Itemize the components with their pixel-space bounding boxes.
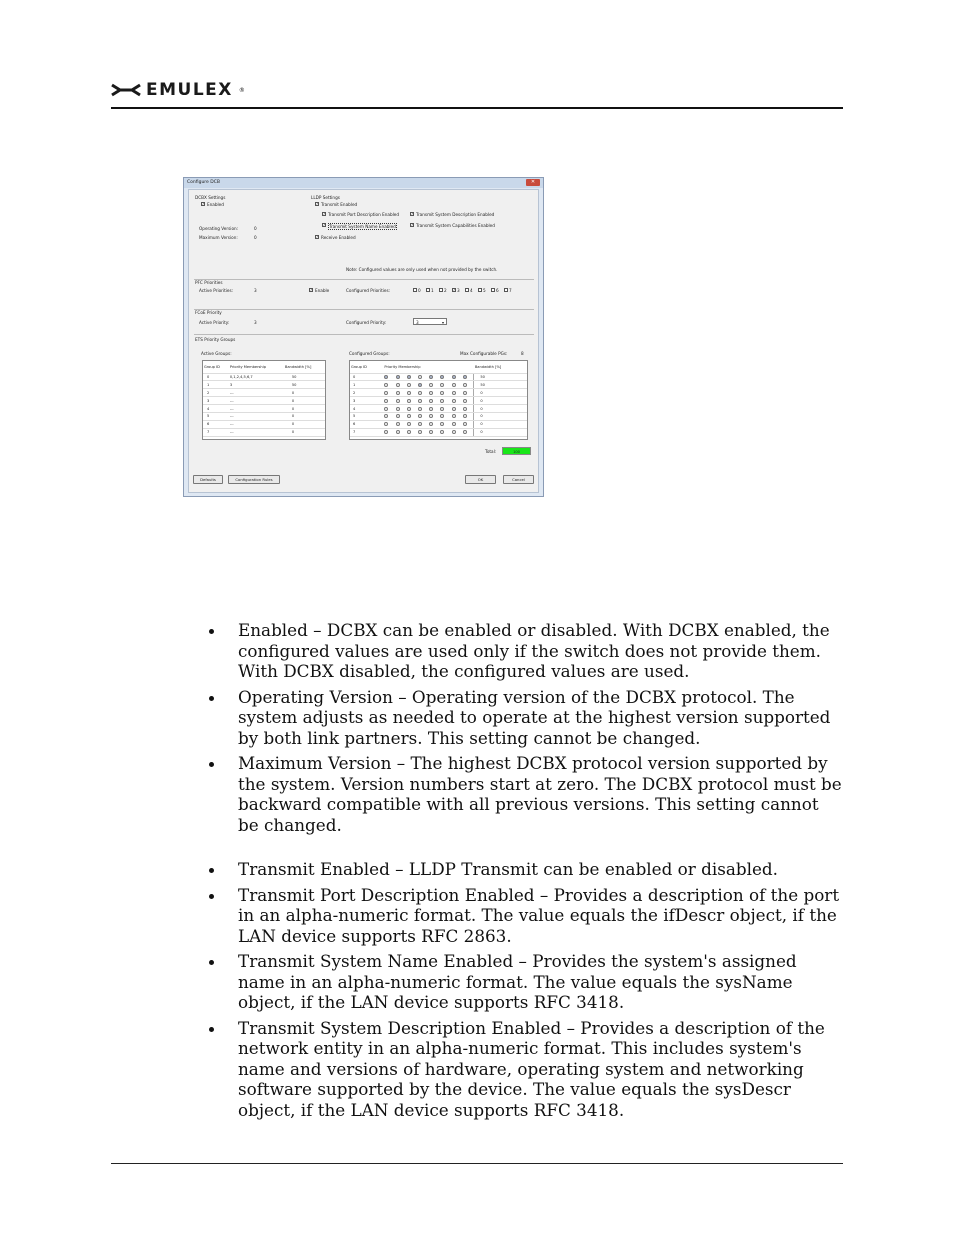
radio-cell <box>406 412 417 420</box>
radio-cell <box>417 397 428 405</box>
priority-radio[interactable] <box>452 430 456 434</box>
priority-radio[interactable] <box>396 414 400 418</box>
table-cell: 3 <box>203 397 229 405</box>
priority-checkbox-2[interactable] <box>439 288 443 292</box>
dialog-titlebar <box>184 178 543 188</box>
priority-radio[interactable] <box>440 391 444 395</box>
priority-radio[interactable] <box>396 399 400 403</box>
priority-radio[interactable] <box>407 422 411 426</box>
priority-radio[interactable] <box>452 422 456 426</box>
radio-cell <box>406 373 417 381</box>
priority-checkbox-5[interactable] <box>478 288 482 292</box>
radio-cell <box>451 412 462 420</box>
radio-cell <box>383 397 394 405</box>
priority-radio[interactable] <box>407 407 411 411</box>
ets-section-title: ETS Priority Groups <box>195 337 236 342</box>
table-cell: 0 <box>284 428 325 436</box>
radio-cell <box>383 412 394 420</box>
radio-cell <box>395 412 406 420</box>
priority-radio[interactable] <box>418 422 422 426</box>
table-cell: 3 <box>229 381 284 389</box>
table-row <box>203 381 325 389</box>
priority-radio[interactable] <box>407 375 411 379</box>
bullet-text: Maximum Version – The highest DCBX protocol version supported by the system. Version numbers start at zero. The DCBX protocol must be backward compatible with all previous versions. This setting cannot be changed. <box>238 753 842 835</box>
radio-cell <box>428 428 439 436</box>
priority-radio[interactable] <box>429 407 433 411</box>
bullet-icon <box>209 894 214 899</box>
priority-radio[interactable] <box>384 422 388 426</box>
radio-cell <box>439 405 450 413</box>
radio-cell <box>417 389 428 397</box>
priority-label: 1 <box>431 288 434 293</box>
table-cell: --- <box>229 412 284 420</box>
priority-radio[interactable] <box>396 383 400 387</box>
port-desc-label: Transmit Port Description Enabled <box>328 212 400 217</box>
table-row <box>350 381 527 389</box>
total-value: 100 <box>502 447 531 455</box>
priority-radio[interactable] <box>396 422 400 426</box>
priority-label: 3 <box>457 288 460 293</box>
priority-radio[interactable] <box>452 399 456 403</box>
table-row <box>203 389 325 397</box>
bullet-icon <box>209 960 214 965</box>
bullet-icon <box>209 629 214 634</box>
group-id-cell: 4 <box>350 405 383 413</box>
radio-cell <box>451 381 462 389</box>
header-group-id: Group ID <box>350 361 383 373</box>
table-cell: 50 <box>284 381 325 389</box>
cancel-button[interactable]: Cancel <box>503 475 534 484</box>
transmit-enabled-checkbox[interactable]: ✓ <box>316 202 319 206</box>
priority-radio[interactable] <box>452 383 456 387</box>
group-id-cell: 2 <box>350 389 383 397</box>
pfc-enable-label: Enable <box>315 288 330 293</box>
bullet-text: Transmit System Name Enabled – Provides the system's assigned name in an alpha-numeric format. The value equals the sysName object, if the LAN device supports RFC 3418. <box>238 951 797 1012</box>
priority-radio[interactable] <box>440 399 444 403</box>
dcbx-section-title: DCBX Settings <box>195 195 226 200</box>
priority-radio[interactable] <box>440 422 444 426</box>
priority-radio[interactable] <box>407 399 411 403</box>
radio-cell <box>406 420 417 428</box>
list-item <box>209 885 843 947</box>
note-text: Note: Configured values are only used when not provided by the switch. <box>346 267 498 272</box>
priority-radio[interactable] <box>463 375 467 379</box>
table-cell: 5 <box>203 412 229 420</box>
table-header-row <box>350 361 527 373</box>
priority-radio[interactable] <box>418 414 422 418</box>
table-cell: 2 <box>203 389 229 397</box>
header-rule <box>111 107 843 109</box>
radio-cell <box>428 405 439 413</box>
radio-cell <box>395 405 406 413</box>
priority-checkbox-4[interactable] <box>465 288 469 292</box>
list-item <box>209 951 843 1013</box>
table-row <box>350 405 527 413</box>
table-row <box>203 428 325 436</box>
radio-cell <box>383 420 394 428</box>
priority-radio[interactable] <box>440 430 444 434</box>
priority-radio[interactable] <box>396 430 400 434</box>
radio-cell <box>395 389 406 397</box>
radio-cell <box>462 381 474 389</box>
configured-priority-select[interactable] <box>413 318 447 325</box>
priority-checkbox-1[interactable] <box>426 288 430 292</box>
priority-radio[interactable] <box>429 399 433 403</box>
table-cell: 4 <box>203 405 229 413</box>
bandwidth-input[interactable]: 0 <box>474 389 527 397</box>
chevron-down-icon: ▾ <box>441 319 444 325</box>
table-cell: 6 <box>203 420 229 428</box>
priority-radio[interactable] <box>384 391 388 395</box>
priority-radio[interactable] <box>396 391 400 395</box>
table-cell: --- <box>229 420 284 428</box>
table-cell: 0 <box>284 389 325 397</box>
dcbx-bullet-list <box>209 620 843 840</box>
max-version-label: Maximum Version: <box>199 235 238 240</box>
ok-button[interactable]: OK <box>465 475 496 484</box>
active-groups-table <box>202 360 326 440</box>
radio-cell <box>439 381 450 389</box>
table-cell: --- <box>229 389 284 397</box>
priority-label: 2 <box>444 288 447 293</box>
dcbx-enabled-checkbox[interactable]: ✓ <box>202 202 205 206</box>
group-id-cell: 5 <box>350 412 383 420</box>
priority-radio[interactable] <box>384 430 388 434</box>
radio-cell <box>383 381 394 389</box>
radio-cell <box>428 389 439 397</box>
header-bandwidth: Bandwidth [%] <box>474 361 527 373</box>
priority-radio[interactable] <box>463 430 467 434</box>
list-item <box>209 859 843 880</box>
radio-cell <box>417 412 428 420</box>
table-cell: 0 <box>203 373 229 381</box>
dcbx-enabled-label: Enabled <box>207 202 224 207</box>
bandwidth-input[interactable]: 50 <box>474 373 527 381</box>
priority-radio[interactable] <box>452 407 456 411</box>
radio-cell <box>462 420 474 428</box>
header-priority-membership: Priority Membership <box>383 361 473 373</box>
priority-checkbox-7[interactable] <box>504 288 508 292</box>
priority-radio[interactable] <box>429 430 433 434</box>
radio-cell <box>462 412 474 420</box>
radio-cell <box>428 397 439 405</box>
bandwidth-input[interactable]: 0 <box>474 428 527 436</box>
active-priorities-label: Active Priorities: <box>199 288 234 293</box>
priority-radio[interactable] <box>418 399 422 403</box>
dialog-body <box>188 189 539 493</box>
radio-cell <box>383 373 394 381</box>
receive-enabled-label: Receive Enabled <box>321 235 356 240</box>
transmit-enabled-label: Transmit Enabled <box>321 202 358 207</box>
priority-radio[interactable] <box>407 391 411 395</box>
radio-cell <box>439 420 450 428</box>
configured-groups-label: Configured Groups: <box>349 351 390 356</box>
priority-radio[interactable] <box>407 430 411 434</box>
sys-desc-label: Transmit System Description Enabled <box>416 212 495 217</box>
fcoe-active-label: Active Priority: <box>199 320 230 325</box>
radio-cell <box>395 420 406 428</box>
radio-cell <box>462 373 474 381</box>
priority-radio[interactable] <box>463 414 467 418</box>
table-cell: 0 <box>284 405 325 413</box>
priority-radio[interactable] <box>429 422 433 426</box>
table-row <box>203 373 325 381</box>
bandwidth-input[interactable]: 0 <box>474 397 527 405</box>
bandwidth-input[interactable]: 0 <box>474 420 527 428</box>
radio-cell <box>406 397 417 405</box>
table-cell: 50 <box>284 373 325 381</box>
header-priority-membership: Priority Membership <box>229 361 284 373</box>
radio-cell <box>395 373 406 381</box>
trademark: ® <box>238 86 245 94</box>
priority-radio[interactable] <box>463 407 467 411</box>
sys-desc-checkbox[interactable]: ✓ <box>411 212 414 216</box>
radio-cell <box>451 405 462 413</box>
table-row <box>203 405 325 413</box>
fcoe-divider <box>194 309 534 310</box>
sys-name-label: Transmit System Name Enabled <box>329 224 396 229</box>
max-pgs-label: Max Configurable PGs: <box>460 351 508 356</box>
table-cell: 0 <box>284 412 325 420</box>
table-row <box>203 412 325 420</box>
bandwidth-input[interactable]: 0 <box>474 412 527 420</box>
radio-cell <box>439 389 450 397</box>
fcoe-configured-label: Configured Priority: <box>346 320 387 325</box>
emulex-logo-icon <box>111 83 141 97</box>
dialog-title: Configure DCB <box>187 180 220 185</box>
defaults-button[interactable]: Defaults <box>193 475 223 484</box>
table-cell: --- <box>229 397 284 405</box>
radio-cell <box>439 397 450 405</box>
close-icon[interactable]: ✕ <box>526 179 540 186</box>
radio-cell <box>383 389 394 397</box>
radio-cell <box>462 389 474 397</box>
table-cell: 1 <box>203 381 229 389</box>
priority-radio[interactable] <box>384 399 388 403</box>
priority-radio[interactable] <box>440 414 444 418</box>
priority-radio[interactable] <box>418 407 422 411</box>
table-cell: 0 <box>284 397 325 405</box>
priority-radio[interactable] <box>463 383 467 387</box>
configured-groups-table <box>349 360 528 440</box>
lldp-section-title: LLDP Settings <box>311 195 340 200</box>
receive-enabled-checkbox[interactable]: ✓ <box>316 235 319 239</box>
table-row <box>203 397 325 405</box>
table-cell: --- <box>229 428 284 436</box>
priority-radio[interactable] <box>429 375 433 379</box>
active-priorities-value: 3 <box>254 288 257 293</box>
footer-rule <box>111 1163 843 1164</box>
table-row <box>350 420 527 428</box>
radio-cell <box>428 373 439 381</box>
radio-cell <box>439 428 450 436</box>
priority-radio[interactable] <box>440 383 444 387</box>
priority-radio[interactable] <box>384 383 388 387</box>
priority-radio[interactable] <box>440 407 444 411</box>
bullet-icon <box>209 696 214 701</box>
table-row <box>350 428 527 436</box>
radio-cell <box>383 405 394 413</box>
priority-radio[interactable] <box>429 391 433 395</box>
table-cell: 0,1,2,4,5,6,7 <box>229 373 284 381</box>
bullet-icon <box>209 1027 214 1032</box>
bullet-text: Operating Version – Operating version of the DCBX protocol. The system adjusts as needed to operate at the highest version supported by both link partners. This setting cannot be changed. <box>238 686 831 748</box>
bandwidth-input[interactable]: 50 <box>474 381 527 389</box>
priority-radio[interactable] <box>396 375 400 379</box>
radio-cell <box>406 428 417 436</box>
port-desc-checkbox[interactable]: ✓ <box>323 212 326 216</box>
priority-radio[interactable] <box>463 399 467 403</box>
priority-label: 6 <box>496 288 499 293</box>
pfc-section-title: PFC Priorities <box>195 280 223 285</box>
radio-cell <box>451 397 462 405</box>
priority-radio[interactable] <box>418 383 422 387</box>
table-cell: 0 <box>284 420 325 428</box>
max-version-value: 0 <box>254 235 257 240</box>
configured-priority-value: 3 <box>416 320 419 325</box>
radio-cell <box>451 420 462 428</box>
table-row <box>350 373 527 381</box>
radio-cell <box>462 397 474 405</box>
sys-caps-label: Transmit System Capabilities Enabled <box>416 223 495 228</box>
radio-cell <box>439 412 450 420</box>
radio-cell <box>462 405 474 413</box>
radio-cell <box>383 428 394 436</box>
table-header-row <box>203 361 325 373</box>
list-item <box>209 753 843 835</box>
radio-cell <box>406 381 417 389</box>
priority-radio[interactable] <box>429 414 433 418</box>
priority-label: 0 <box>418 288 421 293</box>
radio-cell <box>428 420 439 428</box>
radio-cell <box>417 428 428 436</box>
table-row <box>350 397 527 405</box>
op-version-label: Operating Version: <box>199 226 239 231</box>
radio-cell <box>417 405 428 413</box>
radio-cell <box>462 428 474 436</box>
group-id-cell: 0 <box>350 373 383 381</box>
radio-cell <box>451 373 462 381</box>
priority-label: 5 <box>483 288 486 293</box>
emulex-logo <box>111 80 245 100</box>
header-group-id: Group ID <box>203 361 229 373</box>
radio-cell <box>417 373 428 381</box>
priority-radio[interactable] <box>384 407 388 411</box>
list-item <box>209 1018 843 1121</box>
radio-cell <box>395 428 406 436</box>
table-row <box>203 420 325 428</box>
priority-radio[interactable] <box>407 414 411 418</box>
radio-cell <box>395 381 406 389</box>
fcoe-section-title: FCoE Priority <box>195 310 222 315</box>
priority-label: 4 <box>470 288 473 293</box>
group-id-cell: 3 <box>350 397 383 405</box>
radio-cell <box>406 389 417 397</box>
list-item <box>209 620 843 682</box>
bullet-text: Transmit System Description Enabled – Provides a description of the network entity in an alpha-numeric format. This includes system's name and versions of hardware, operating system and networking software supported by the device. The value equals the sysDescr object, if the LAN device supports RFC 3418. <box>238 1017 825 1120</box>
lldp-bullet-list <box>209 859 843 1125</box>
bullet-text: Transmit Port Description Enabled – Provides a description of the port in an alpha-numeric format. The value equals the ifDescr object, if the LAN device supports RFC 2863. <box>238 884 840 946</box>
radio-cell <box>451 428 462 436</box>
radio-cell <box>395 397 406 405</box>
configure-dcb-dialog <box>183 177 544 497</box>
priority-label: 7 <box>509 288 512 293</box>
priority-radio[interactable] <box>463 422 467 426</box>
total-label: Total: <box>485 449 497 454</box>
bullet-icon <box>209 762 214 767</box>
priority-radio[interactable] <box>396 407 400 411</box>
priority-radio[interactable] <box>418 375 422 379</box>
pfc-enable-checkbox[interactable]: ✓ <box>310 288 313 292</box>
bullet-icon <box>209 868 214 873</box>
radio-cell <box>417 381 428 389</box>
header-bandwidth: Bandwidth [%] <box>284 361 325 373</box>
priority-radio[interactable] <box>463 391 467 395</box>
priority-radio[interactable] <box>384 375 388 379</box>
fcoe-active-value: 3 <box>254 320 257 325</box>
group-id-cell: 6 <box>350 420 383 428</box>
priority-radio[interactable] <box>440 375 444 379</box>
sys-name-checkbox[interactable]: ✓ <box>323 223 326 227</box>
pfc-divider <box>194 279 534 280</box>
ets-divider <box>194 334 534 335</box>
priority-radio[interactable] <box>429 383 433 387</box>
configured-priorities-label: Configured Priorities: <box>346 288 391 293</box>
priority-radio[interactable] <box>418 430 422 434</box>
brand-name: EMULEX <box>146 80 233 100</box>
priority-radio[interactable] <box>452 414 456 418</box>
op-version-value: 0 <box>254 226 257 231</box>
radio-cell <box>417 420 428 428</box>
priority-radio[interactable] <box>407 383 411 387</box>
bullet-text: Enabled – DCBX can be enabled or disabled. With DCBX enabled, the configured values are used only if the switch does not provide them. With DCBX disabled, the configured values are used. <box>238 620 830 681</box>
table-cell: 7 <box>203 428 229 436</box>
group-id-cell: 7 <box>350 428 383 436</box>
priority-checkbox-3[interactable]: ✓ <box>453 288 456 292</box>
active-groups-label: Active Groups: <box>201 351 232 356</box>
radio-cell <box>406 405 417 413</box>
table-row <box>350 389 527 397</box>
radio-cell <box>428 412 439 420</box>
radio-cell <box>451 389 462 397</box>
max-pgs-value: 8 <box>521 351 524 356</box>
priority-radio[interactable] <box>418 391 422 395</box>
radio-cell <box>439 373 450 381</box>
priority-radio[interactable] <box>384 414 388 418</box>
table-cell: --- <box>229 405 284 413</box>
group-id-cell: 1 <box>350 381 383 389</box>
bullet-text: Transmit Enabled – LLDP Transmit can be enabled or disabled. <box>238 859 778 879</box>
list-item <box>209 687 843 749</box>
priority-radio[interactable] <box>452 375 456 379</box>
configuration-rules-button[interactable]: Configuration Rules <box>228 475 280 484</box>
priority-radio[interactable] <box>452 391 456 395</box>
priority-checkbox-6[interactable] <box>491 288 495 292</box>
bandwidth-input[interactable]: 0 <box>474 405 527 413</box>
radio-cell <box>428 381 439 389</box>
sys-caps-checkbox[interactable]: ✓ <box>411 223 414 227</box>
priority-checkbox-0[interactable] <box>413 288 417 292</box>
table-row <box>350 412 527 420</box>
